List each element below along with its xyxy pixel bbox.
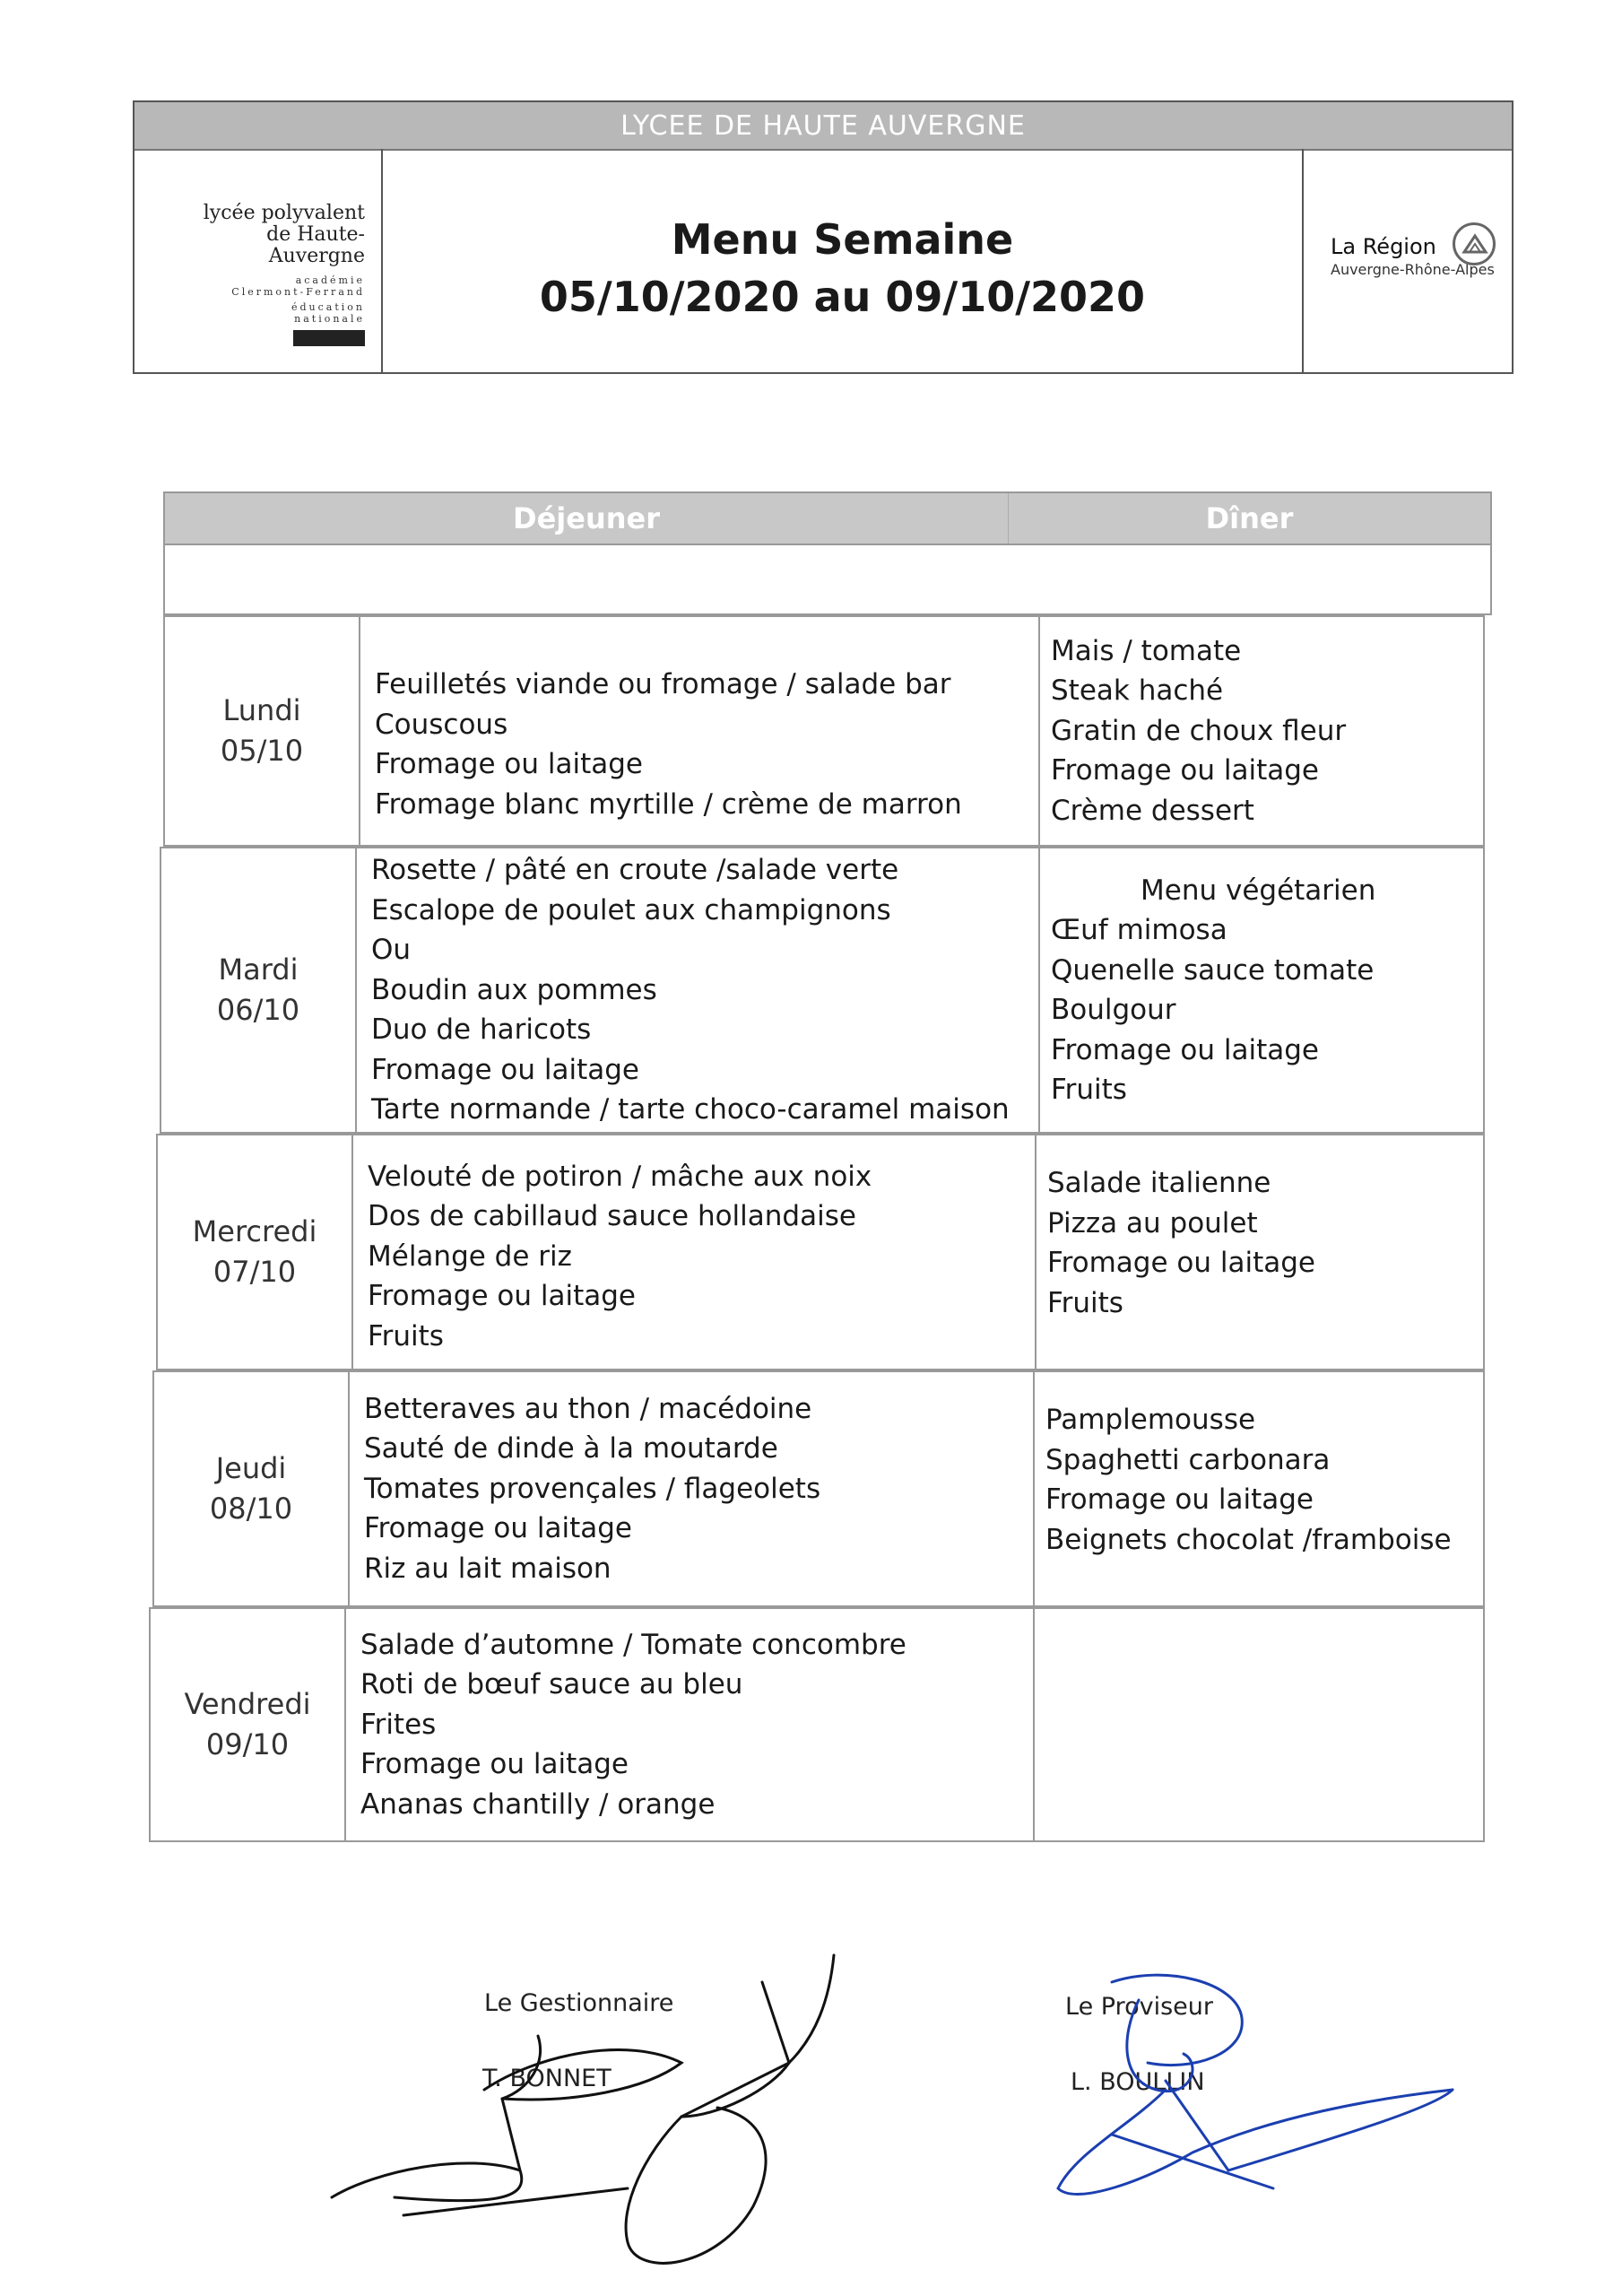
lunch-item: Fromage ou laitage — [368, 1280, 636, 1313]
logo-line-3: académie — [295, 274, 365, 286]
dinner-item: Gratin de choux fleur — [1051, 714, 1347, 747]
day-name: Vendredi — [184, 1687, 311, 1721]
lunch-column-label: Déjeuner — [513, 501, 660, 535]
day-date: 05/10 — [220, 734, 304, 768]
lunch-item: Tarte normande / tarte choco-caramel maison — [371, 1093, 1010, 1126]
logo-line-1: lycée polyvalent — [203, 202, 365, 224]
lunch-item: Roti de bœuf sauce au bleu — [360, 1668, 743, 1701]
day-name: Mercredi — [192, 1214, 317, 1248]
lunch-item: Fruits — [368, 1319, 444, 1352]
dinner-item: Spaghetti carbonara — [1045, 1443, 1331, 1476]
dinner-item: Fromage ou laitage — [1045, 1483, 1314, 1516]
page-title: Menu Semaine — [671, 215, 1014, 264]
dinner-item: Fromage ou laitage — [1051, 754, 1319, 787]
day-name: Jeudi — [215, 1451, 287, 1485]
day-date: 09/10 — [205, 1727, 290, 1761]
dinner-item: Œuf mimosa — [1051, 914, 1227, 946]
dinner-item: Pizza au poulet — [1047, 1206, 1258, 1239]
lunch-item: Ou — [371, 934, 412, 967]
principal-name: L. BOULLIN — [1071, 2068, 1205, 2096]
day-name: Lundi — [222, 693, 301, 727]
lunch-item: Ananas chantilly / orange — [360, 1787, 716, 1821]
lunch-item: Tomates provençales / flageolets — [364, 1472, 821, 1505]
logo-line-6: nationale — [294, 313, 365, 325]
manager-signature — [332, 1955, 834, 2263]
lunch-item: Mélange de riz — [368, 1239, 572, 1273]
date-range: 05/10/2020 au 09/10/2020 — [539, 273, 1146, 321]
lunch-item: Rosette / pâté en croute /salade verte — [371, 854, 899, 887]
day-date: 08/10 — [209, 1492, 293, 1526]
lunch-item: Fromage ou laitage — [364, 1512, 632, 1545]
lunch-item: Escalope de poulet aux champignons — [371, 893, 891, 926]
region-subtitle: Auvergne-Rhône-Alpes — [1331, 261, 1495, 278]
lunch-item: Frites — [360, 1708, 437, 1741]
dinner-item: Salade italienne — [1047, 1167, 1271, 1199]
day-name: Mardi — [218, 952, 299, 987]
dinner-item: Fruits — [1051, 1074, 1127, 1106]
principal-role: Le Proviseur — [1065, 1993, 1213, 2021]
lunch-item: Fromage blanc myrtille / crème de marron — [375, 787, 962, 821]
lunch-item: Fromage ou laitage — [371, 1053, 639, 1086]
vegetarian-menu-heading: Menu végétarien — [1141, 874, 1376, 907]
lunch-item: Duo de haricots — [371, 1013, 592, 1047]
lunch-item: Couscous — [375, 708, 508, 741]
logo-line-2: de Haute-Auvergne — [266, 223, 365, 267]
logo-line-4: Clermont-Ferrand — [231, 286, 365, 298]
lunch-item: Velouté de potiron / mâche aux noix — [368, 1160, 872, 1193]
lunch-item: Fromage ou laitage — [360, 1748, 629, 1781]
day-date: 06/10 — [216, 993, 300, 1027]
lunch-item: Sauté de dinde à la moutarde — [364, 1432, 778, 1465]
lunch-item: Fromage ou laitage — [375, 748, 643, 780]
region-name: La Région — [1331, 234, 1436, 259]
lunch-item: Salade d’automne / Tomate concombre — [360, 1628, 906, 1661]
lunch-item: Betteraves au thon / macédoine — [364, 1392, 812, 1425]
dinner-column-label: Dîner — [1008, 493, 1490, 544]
manager-name: T. BONNET — [482, 2065, 612, 2092]
lunch-item: Boudin aux pommes — [371, 973, 657, 1006]
dinner-item: Mais / tomate — [1051, 634, 1242, 667]
day-date: 07/10 — [213, 1255, 297, 1289]
dinner-item: Crème dessert — [1051, 794, 1254, 827]
logo-line-5: éducation — [291, 301, 365, 313]
manager-role: Le Gestionnaire — [484, 1989, 674, 2017]
dinner-item: Beignets chocolat /framboise — [1045, 1523, 1452, 1556]
dinner-item: Steak haché — [1051, 674, 1224, 708]
dinner-item: Fruits — [1047, 1286, 1123, 1319]
dinner-item: Fromage ou laitage — [1051, 1033, 1319, 1066]
dinner-item: Boulgour — [1051, 994, 1176, 1026]
lunch-item: Riz au lait maison — [364, 1552, 612, 1585]
dinner-item: Fromage ou laitage — [1047, 1247, 1315, 1279]
lunch-item: Dos de cabillaud sauce hollandaise — [368, 1200, 856, 1233]
principal-signature — [1058, 1975, 1453, 2194]
lunch-item: Feuilletés viande ou fromage / salade bar — [375, 668, 951, 700]
dinner-item: Pamplemousse — [1045, 1404, 1256, 1436]
school-name: LYCEE DE HAUTE AUVERGNE — [620, 109, 1026, 142]
dinner-item: Quenelle sauce tomate — [1051, 953, 1375, 987]
